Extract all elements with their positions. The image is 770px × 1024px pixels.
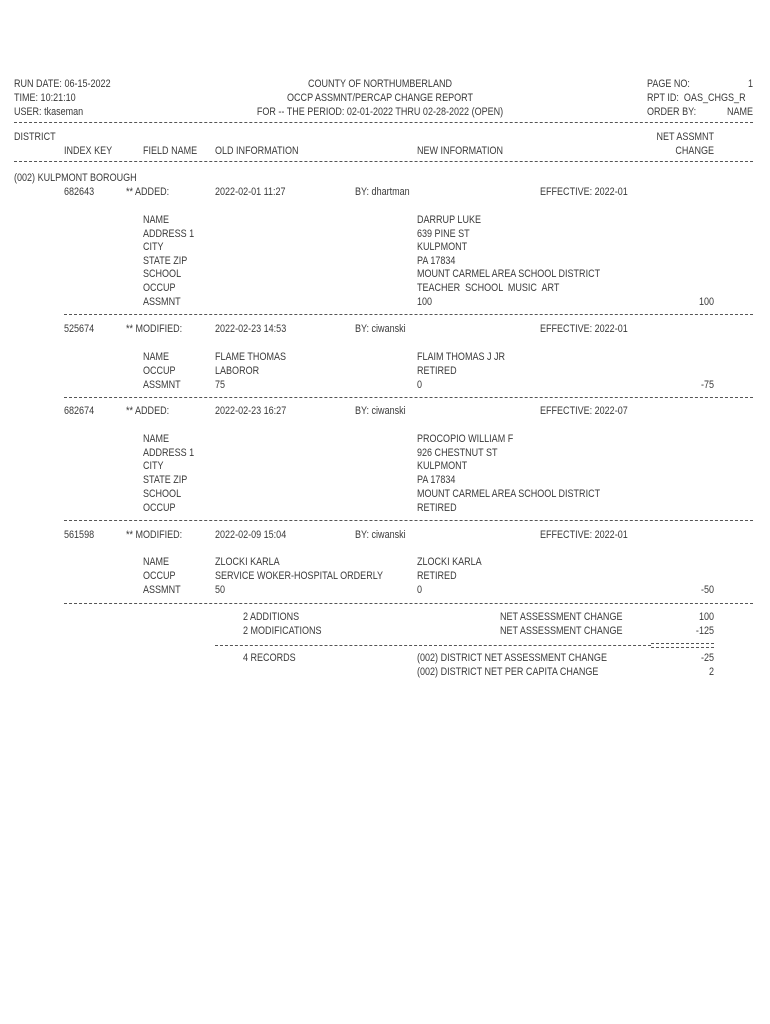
field-name: OCCUP — [143, 570, 176, 582]
field-new: KULPMONT — [417, 241, 468, 253]
columns-rule — [14, 161, 753, 162]
field-new: PA 17834 — [417, 255, 456, 267]
field-new: 0 — [417, 584, 423, 596]
record-timestamp: 2022-02-23 14:53 — [215, 323, 287, 335]
record-user: BY: ciwanski — [355, 405, 406, 417]
summary-modifications-value: -125 — [695, 625, 714, 637]
district-percap-value: 2 — [708, 666, 714, 678]
field-change: -75 — [700, 379, 714, 391]
col-district: DISTRICT — [14, 131, 56, 143]
field-new: MOUNT CARMEL AREA SCHOOL DISTRICT — [417, 268, 601, 280]
summary-records: 4 RECORDS — [243, 652, 296, 664]
field-old: 75 — [215, 379, 226, 391]
record-effective: EFFECTIVE: 2022-07 — [540, 405, 628, 417]
field-name: NAME — [143, 433, 170, 445]
run-time: TIME: 10:21:10 — [14, 92, 76, 104]
record-action: ** MODIFIED: — [126, 529, 183, 541]
field-new: 100 — [417, 296, 433, 308]
field-name: NAME — [143, 556, 170, 568]
field-name: NAME — [143, 351, 170, 363]
record-user: BY: dhartman — [355, 186, 410, 198]
field-new: PROCOPIO WILLIAM F — [417, 433, 514, 445]
record-action: ** ADDED: — [126, 405, 170, 417]
field-new: KULPMONT — [417, 460, 468, 472]
field-old: FLAME THOMAS — [215, 351, 287, 363]
record-rule — [64, 520, 753, 521]
field-old: SERVICE WOKER-HOSPITAL ORDERLY — [215, 570, 384, 582]
summary-additions-value: 100 — [698, 611, 714, 623]
record-user: BY: ciwanski — [355, 529, 406, 541]
field-name: ASSMNT — [143, 584, 181, 596]
col-change: CHANGE — [675, 145, 714, 157]
summary-additions: 2 ADDITIONS — [243, 611, 300, 623]
field-name: CITY — [143, 241, 164, 253]
run-date: RUN DATE: 06-15-2022 — [14, 78, 111, 90]
field-change: -50 — [700, 584, 714, 596]
field-name: ADDRESS 1 — [143, 447, 195, 459]
report-title: OCCP ASSMNT/PERCAP CHANGE REPORT — [287, 92, 473, 104]
field-change: 100 — [698, 296, 714, 308]
district-percap-label: (002) DISTRICT NET PER CAPITA CHANGE — [417, 666, 599, 678]
record-timestamp: 2022-02-09 15:04 — [215, 529, 287, 541]
report-period: FOR -- THE PERIOD: 02-01-2022 THRU 02-28-2022 (OPEN) — [256, 106, 504, 118]
record-index-key: 561598 — [64, 529, 95, 541]
field-name: OCCUP — [143, 502, 176, 514]
page-no: 1 — [747, 78, 753, 90]
summary-modifications-label: NET ASSESSMENT CHANGE — [500, 625, 623, 637]
field-old: LABOROR — [215, 365, 260, 377]
field-name: ADDRESS 1 — [143, 228, 195, 240]
record-index-key: 682674 — [64, 405, 95, 417]
run-user: USER: tkaseman — [14, 106, 84, 118]
field-name: SCHOOL — [143, 268, 182, 280]
report-id: RPT ID: OAS_CHGS_R — [647, 92, 746, 104]
field-new: DARRUP LUKE — [417, 214, 481, 226]
col-new-info: NEW INFORMATION — [417, 145, 504, 157]
field-new: RETIRED — [417, 502, 457, 514]
record-user: BY: ciwanski — [355, 323, 406, 335]
field-name: STATE ZIP — [143, 255, 188, 267]
col-net-assmnt: NET ASSMNT — [656, 131, 714, 143]
col-field-name: FIELD NAME — [143, 145, 198, 157]
record-action: ** MODIFIED: — [126, 323, 183, 335]
field-new: RETIRED — [417, 570, 457, 582]
record-rule — [64, 397, 753, 398]
order-by-label: ORDER BY: — [647, 106, 697, 118]
record-timestamp: 2022-02-01 11:27 — [215, 186, 286, 198]
district-net-value: -25 — [700, 652, 714, 664]
header-rule — [14, 122, 753, 123]
field-name: ASSMNT — [143, 379, 181, 391]
page-no-label: PAGE NO: — [647, 78, 690, 90]
field-new: MOUNT CARMEL AREA SCHOOL DISTRICT — [417, 488, 601, 500]
county-title: COUNTY OF NORTHUMBERLAND — [307, 78, 452, 90]
record-rule — [64, 314, 753, 315]
field-name: STATE ZIP — [143, 474, 188, 486]
field-name: CITY — [143, 460, 164, 472]
field-new: 639 PINE ST — [417, 228, 470, 240]
order-by-value: NAME — [726, 106, 753, 118]
field-new: 0 — [417, 379, 423, 391]
record-index-key: 525674 — [64, 323, 95, 335]
field-new: 926 CHESTNUT ST — [417, 447, 498, 459]
field-new: RETIRED — [417, 365, 457, 377]
total-double-rule — [651, 643, 714, 648]
record-action: ** ADDED: — [126, 186, 170, 198]
district-net-label: (002) DISTRICT NET ASSESSMENT CHANGE — [417, 652, 607, 664]
field-name: OCCUP — [143, 282, 176, 294]
field-new: TEACHER SCHOOL MUSIC ART — [417, 282, 560, 294]
field-name: OCCUP — [143, 365, 176, 377]
summary-additions-label: NET ASSESSMENT CHANGE — [500, 611, 623, 623]
record-timestamp: 2022-02-23 16:27 — [215, 405, 287, 417]
record-effective: EFFECTIVE: 2022-01 — [540, 323, 628, 335]
field-new: ZLOCKI KARLA — [417, 556, 482, 568]
record-index-key: 682643 — [64, 186, 95, 198]
field-old: 50 — [215, 584, 226, 596]
col-index-key: INDEX KEY — [64, 145, 113, 157]
col-old-info: OLD INFORMATION — [215, 145, 299, 157]
field-name: NAME — [143, 214, 170, 226]
record-effective: EFFECTIVE: 2022-01 — [540, 529, 628, 541]
record-rule — [64, 603, 753, 604]
summary-modifications: 2 MODIFICATIONS — [243, 625, 322, 637]
summary-rule — [215, 645, 651, 646]
field-old: ZLOCKI KARLA — [215, 556, 280, 568]
field-new: PA 17834 — [417, 474, 456, 486]
field-name: SCHOOL — [143, 488, 182, 500]
record-effective: EFFECTIVE: 2022-01 — [540, 186, 628, 198]
field-new: FLAIM THOMAS J JR — [417, 351, 506, 363]
field-name: ASSMNT — [143, 296, 181, 308]
district-name: (002) KULPMONT BOROUGH — [14, 172, 137, 184]
